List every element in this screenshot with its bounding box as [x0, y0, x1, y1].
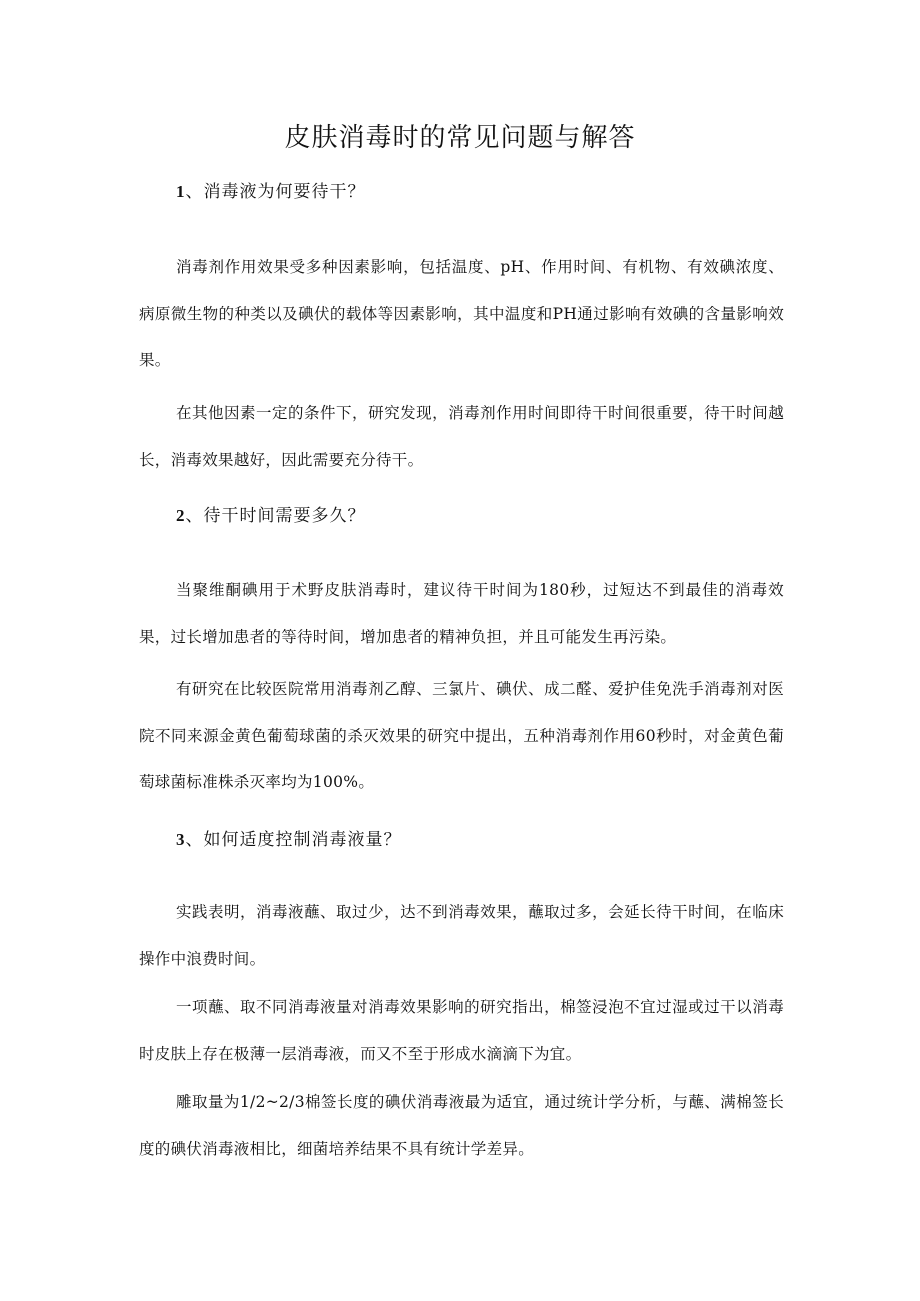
paragraph: 消毒剂作用效果受多种因素影响，包括温度、pH、作用时间、有机物、有效碘浓度、病原微生物的种类以及碘伏的载体等因素影响，其中温度和PH通过影响有效碘的含量影响效果。 — [139, 258, 784, 369]
question-text: 、消毒液为何要待干？ — [185, 182, 366, 202]
question-heading-2 — [176, 504, 366, 528]
paragraph: 一项蘸、取不同消毒液量对消毒效果影响的研究指出，棉签浸泡不宜过湿或过干以消毒时皮肤上存在极薄一层消毒液，而又不至于形成水滴滴下为宜。 — [139, 998, 784, 1063]
question-heading-1 — [176, 180, 366, 204]
question-text: 、待干时间需要多久？ — [185, 506, 366, 526]
question-heading-3 — [176, 828, 402, 852]
document-title: 皮肤消毒时的常见问题与解答 — [284, 123, 636, 153]
paragraph: 在其他因素一定的条件下，研究发现，消毒剂作用时间即待干时间很重要，待干时间越长，消毒效果越好，因此需要充分待干。 — [139, 404, 784, 469]
paragraph: 雕取量为1/2~2/3棉签长度的碘伏消毒液最为适宜，通过统计学分析，与蘸、满棉签长度的碘伏消毒液相比，细菌培养结果不具有统计学差异。 — [139, 1093, 784, 1158]
question-text: 、如何适度控制消毒液量？ — [185, 830, 402, 850]
paragraph: 当聚维酮碘用于术野皮肤消毒时，建议待干时间为180秒，过短达不到最佳的消毒效果，过长增加患者的等待时间，增加患者的精神负担，并且可能发生再污染。 — [139, 581, 784, 646]
paragraph: 有研究在比较医院常用消毒剂乙醇、三氯片、碘伏、成二醛、爱护佳免洗手消毒剂对医院不同来源金黄色葡萄球菌的杀灭效果的研究中提出，五种消毒剂作用60秒时，对金黄色葡萄球菌标准株杀灭率均为100%。 — [139, 680, 784, 791]
question-number: 2 — [176, 506, 186, 525]
question-number: 1 — [176, 182, 186, 201]
paragraph: 实践表明，消毒液蘸、取过少，达不到消毒效果，蘸取过多，会延长待干时间，在临床操作中浪费时间。 — [139, 903, 784, 968]
question-number: 3 — [176, 830, 186, 849]
